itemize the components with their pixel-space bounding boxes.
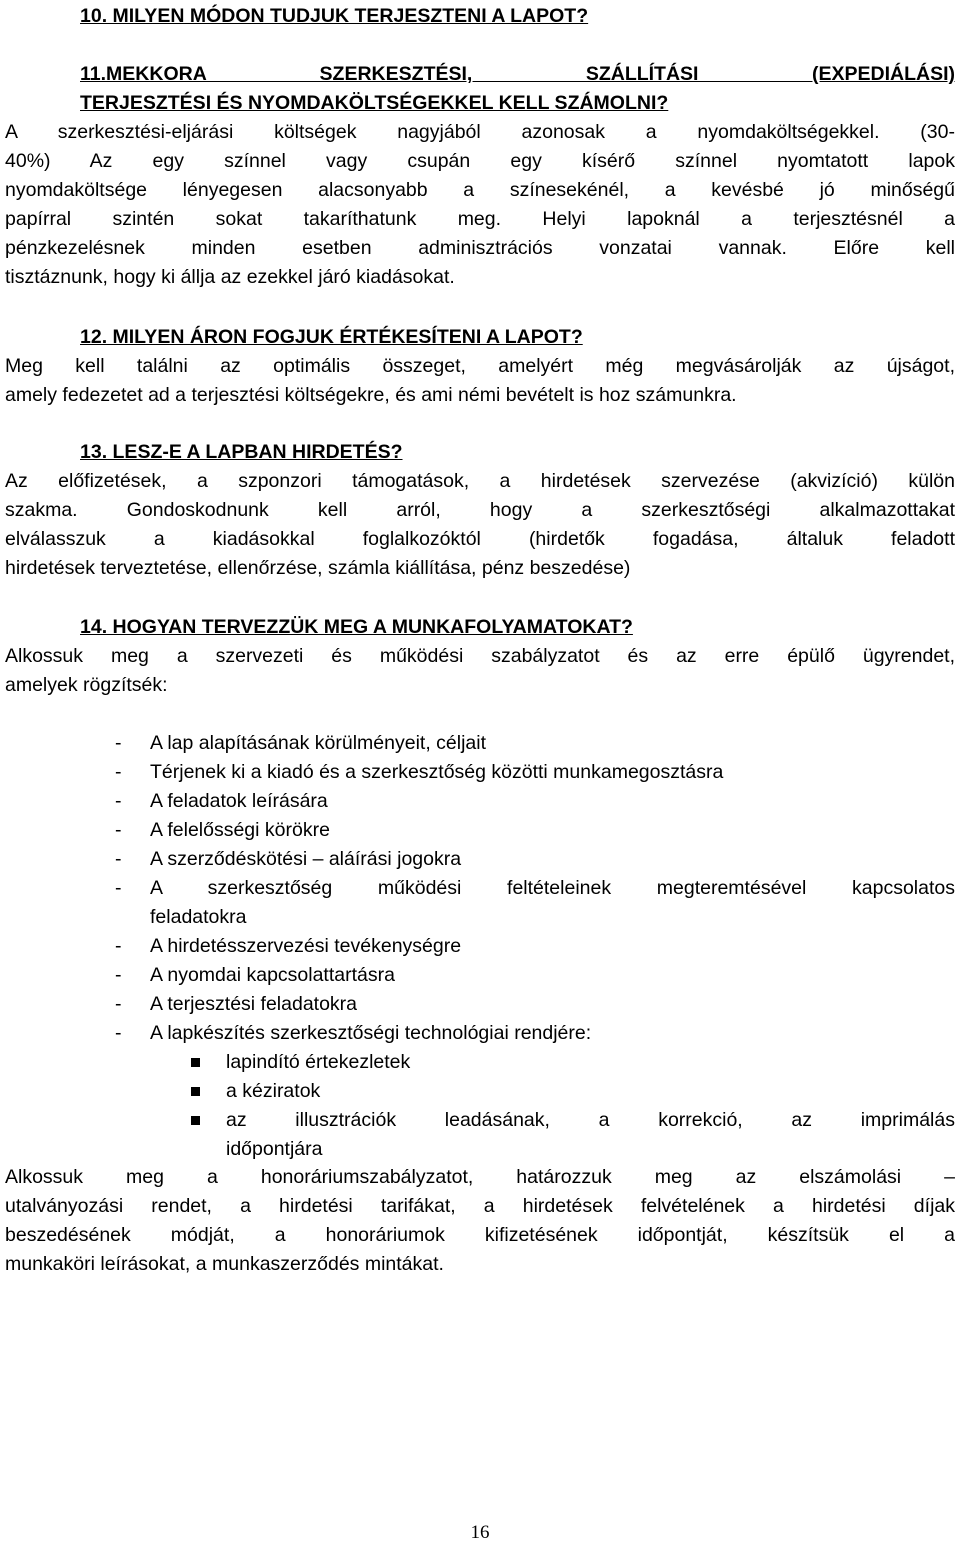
paragraph-line: nyomdaköltsége lényegesen alacsonyabb a színesekénél, a kevésbé jó minőségű (5, 179, 955, 201)
dash-bullet: - (115, 819, 122, 841)
list-item (0, 729, 955, 758)
sub-list-item (0, 1077, 955, 1106)
paragraph-line: hirdetések terveztetése, ellenőrzése, számla kiállítása, pénz beszedése) (5, 557, 631, 579)
list-item (0, 787, 955, 816)
list-item (0, 874, 955, 932)
paragraph-line: beszedésének módját, a honoráriumok kifizetésének időpontját, készítsük el a (5, 1224, 955, 1246)
list-item-text: Térjenek ki a kiadó és a szerkesztőség közötti munkamegosztásra (150, 761, 724, 783)
paragraph-line: Alkossuk meg a szervezeti és működési szabályzatot és az erre épülő ügyrendet, (5, 645, 955, 667)
list-item-text: A nyomdai kapcsolattartásra (150, 964, 395, 986)
list-item-text: A terjesztési feladatokra (150, 993, 358, 1015)
paragraph-line: utalványozási rendet, a hirdetési tarifákat, a hirdetések felvételének a hirdetési díjak (5, 1195, 955, 1217)
paragraph-line: pénzkezelésnek minden esetben adminisztrációs vonzatai vannak. Előre kell (5, 237, 955, 259)
paragraph-line: szakma. Gondoskodnunk kell arról, hogy a szerkesztőségi alkalmazottakat (5, 499, 955, 521)
heading-14: 14. HOGYAN TERVEZZÜK MEG A MUNKAFOLYAMATOKAT? (80, 616, 633, 638)
sub-list-item-text: a kéziratok (226, 1080, 321, 1102)
dash-bullet: - (115, 790, 122, 812)
paragraph-12 (5, 352, 955, 410)
paragraph-line: tisztáznunk, hogy ki állja az ezekkel járó kiadásokat. (5, 266, 455, 288)
paragraph-line: A szerkesztési-eljárási költségek nagyjából azonosak a nyomdaköltségekkel. (30- (5, 121, 955, 143)
list-item-text: A felelősségi körökre (150, 819, 330, 841)
dash-bullet: - (115, 877, 122, 899)
list-item (0, 758, 955, 787)
paragraph-line: Meg kell találni az optimális összeget, amelyért még megvásárolják az újságot, (5, 355, 955, 377)
sub-list-item (0, 1106, 955, 1164)
dash-bullet: - (115, 935, 122, 957)
paragraph-line: elválasszuk a kiadásokkal foglalkozóktól (hirdetők fogadása, általuk feladott (5, 528, 955, 550)
list-item (0, 961, 955, 990)
dash-bullet: - (115, 732, 122, 754)
paragraph-13 (5, 467, 955, 583)
dash-bullet: - (115, 993, 122, 1015)
list-item-text: A feladatok leírására (150, 790, 328, 812)
heading-12: 12. MILYEN ÁRON FOGJUK ÉRTÉKESÍTENI A LAPOT? (80, 326, 583, 348)
list-item (0, 816, 955, 845)
square-bullet-icon (191, 1116, 200, 1125)
heading-13: 13. LESZ-E A LAPBAN HIRDETÉS? (80, 441, 403, 463)
list-item (0, 932, 955, 961)
dash-list (0, 729, 955, 1164)
paragraph-line: Az előfizetések, a szponzori támogatások, a hirdetések szervezése (akvizíció) külön (5, 470, 955, 492)
paragraph-final (5, 1163, 955, 1279)
dash-bullet: - (115, 848, 122, 870)
sub-list-item-text: lapindító értekezletek (226, 1051, 411, 1073)
paragraph-line: munkaköri leírásokat, a munkaszerződés mintákat. (5, 1253, 444, 1275)
list-item-text: feladatokra (150, 906, 247, 928)
list-item-text: A lap alapításának körülményeit, céljait (150, 732, 487, 754)
dash-bullet: - (115, 1022, 122, 1044)
paragraph-11 (5, 118, 955, 292)
paragraph-14 (5, 642, 955, 700)
list-item (0, 845, 955, 874)
paragraph-line: Alkossuk meg a honoráriumszabályzatot, határozzuk meg az elszámolási – (5, 1166, 955, 1188)
list-item-text: A lapkészítés szerkesztőségi technológiai rendjére: (150, 1022, 592, 1044)
dash-bullet: - (115, 964, 122, 986)
paragraph-line: amely fedezetet ad a terjesztési költségekre, és ami némi bevételt is hoz számunkra. (5, 384, 737, 406)
sub-list-item (0, 1048, 955, 1077)
list-item (0, 990, 955, 1019)
sub-list-item-text: az illusztrációk leadásának, a korrekció, az imprimálás (226, 1109, 955, 1131)
square-bullet-icon (191, 1058, 200, 1067)
dash-bullet: - (115, 761, 122, 783)
heading-11-line-1: 11.MEKKORA SZERKESZTÉSI, SZÁLLÍTÁSI (EXPEDIÁLÁSI) (80, 63, 955, 85)
sub-list-item-text: időpontjára (226, 1138, 323, 1160)
heading-11-line-2: TERJESZTÉSI ÉS NYOMDAKÖLTSÉGEKKEL KELL SZÁMOLNI? (80, 92, 669, 114)
list-item-text: A szerződéskötési – aláírási jogokra (150, 848, 462, 870)
paragraph-line: 40%) Az egy színnel vagy csupán egy kísérő színnel nyomtatott lapok (5, 150, 955, 172)
list-item-text: A szerkesztőség működési feltételeinek megteremtésével kapcsolatos (150, 877, 955, 899)
list-item-text: A hirdetésszervezési tevékenységre (150, 935, 462, 957)
square-bullet-icon (191, 1087, 200, 1096)
page-number: 16 (470, 1522, 490, 1543)
paragraph-line: amelyek rögzítsék: (5, 674, 168, 696)
paragraph-line: papírral szintén sokat takaríthatunk meg. Helyi lapoknál a terjesztésnél a (5, 208, 955, 230)
list-item (0, 1019, 955, 1048)
heading-10: 10. MILYEN MÓDON TUDJUK TERJESZTENI A LAPOT? (80, 5, 589, 27)
